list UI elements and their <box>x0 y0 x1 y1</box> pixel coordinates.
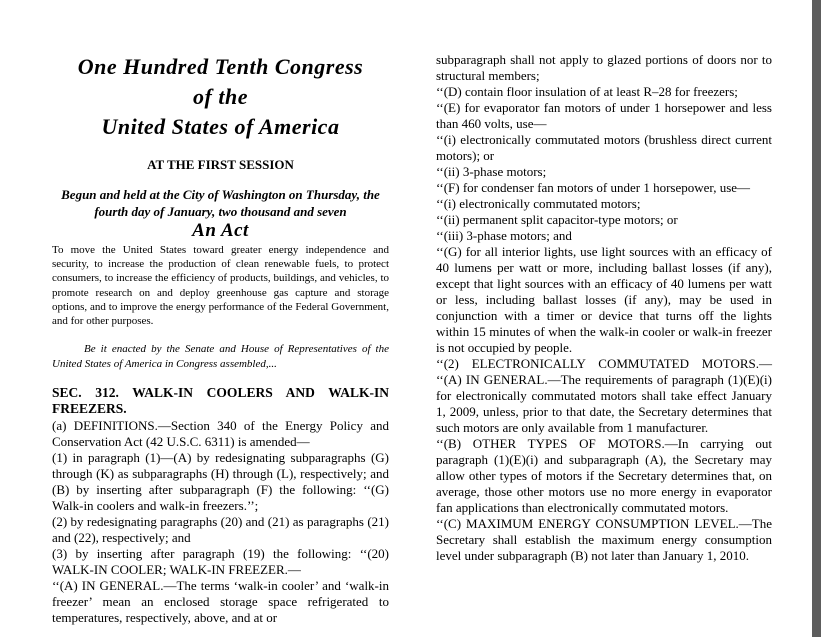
paragraph: ‘‘(ii) permanent split capacitor-type motors; or <box>436 212 678 227</box>
paragraph: ‘‘(ii) 3-phase motors; <box>436 164 547 179</box>
congress-heading-usa: United States of America <box>101 114 340 139</box>
paragraph: (a) DEFINITIONS.—Section 340 of the Energy Policy and Conservation Act (42 U.S.C. 6311) is amended— <box>52 418 389 449</box>
paragraph: ‘‘(E) for evaporator fan motors of under 1 horsepower and less than 460 volts, use— <box>436 100 772 131</box>
paragraph: (1) in paragraph (1)—(A) by redesignating subparagraphs (G) through (K) as subparagraphs (H) through (L), respectively; and (B) by inserting after subparagraph (F) the following: ‘‘(G) Walk-in coolers and walk-in freezers.’’; <box>52 450 389 513</box>
paragraph: subparagraph shall not apply to glazed portions of doors nor to structural members; <box>436 52 772 83</box>
section-heading: SEC. 312. WALK-IN COOLERS AND WALK-IN FREEZERS. <box>52 385 389 416</box>
paragraph: ‘‘(D) contain floor insulation of at least R–28 for freezers; <box>436 84 738 99</box>
paragraph: ‘‘(A) IN GENERAL.—The requirements of paragraph (1)(E)(i) for electronically commutated motors shall take effect January 1, 2009, unless, prior to that date, the Secretary determines that such motors are only available from 1 manufacturer. <box>436 372 772 435</box>
paragraph: (2) by redesignating paragraphs (20) and (21) as paragraphs (21) and (22), respectively; and <box>52 514 389 545</box>
paragraph: ‘‘(G) for all interior lights, use light sources with an efficacy of 40 lumens per watt or more, including ballast losses (if any), except that light sources with an efficacy of 40 lumens per watt or less, including ballast losses (if any), may be used in conjunction with a timer or device that turns off the lights within 15 minutes of when the walk-in cooler or walk-in freezer is not occupied by people. <box>436 244 772 355</box>
session-line: AT THE FIRST SESSION <box>147 157 294 172</box>
paragraph: ‘‘(B) OTHER TYPES OF MOTORS.—In carrying out paragraph (1)(E)(i) and subparagraph (A), the Secretary may allow other types of motors if the Secretary determines that, on average, those other motors use no more energy in evaporator fan applications than electronically commutated motors. <box>436 436 772 515</box>
act-purpose: To move the United States toward greater energy independence and security, to increase the production of clean renewable fuels, to protect consumers, to increase the efficiency of products, buildings, and vehicles, to promote research on and deploy greenhouse gas capture and storage options, and to improve the energy performance of the Federal Government, and for other purposes. <box>52 244 389 328</box>
viewer-background <box>812 0 821 637</box>
left-body-text <box>52 418 389 626</box>
paragraph: ‘‘(2) ELECTRONICALLY COMMUTATED MOTORS.— <box>436 356 772 371</box>
an-act-title: An Act <box>192 220 249 241</box>
paragraph: ‘‘(iii) 3-phase motors; and <box>436 228 572 243</box>
paragraph: (3) by inserting after paragraph (19) the following: ‘‘(20) WALK-IN COOLER; WALK-IN FREEZER.— <box>52 546 389 577</box>
paragraph: ‘‘(i) electronically commutated motors; <box>436 196 641 211</box>
paragraph: ‘‘(i) electronically commutated motors (brushless direct current motors); or <box>436 132 772 163</box>
paragraph: ‘‘(F) for condenser fan motors of under 1 horsepower, use— <box>436 180 751 195</box>
paragraph: ‘‘(C) MAXIMUM ENERGY CONSUMPTION LEVEL.—The Secretary shall establish the maximum energy consumption level under subparagraph (B) not later than January 1, 2010. <box>436 516 772 563</box>
right-body-text <box>436 52 772 564</box>
enacting-clause: Be it enacted by the Senate and House of Representatives of the United States of America in Congress assembled,... <box>52 343 389 370</box>
begun-held-line: Begun and held at the City of Washington on Thursday, the fourth day of January, two thousand and seven <box>61 187 380 219</box>
paragraph: ‘‘(A) IN GENERAL.—The terms ‘walk-in cooler’ and ‘walk-in freezer’ mean an enclosed storage space refrigerated to temperatures, respectively, above, and at or <box>52 578 389 625</box>
congress-heading: One Hundred Tenth Congress <box>77 54 364 79</box>
congress-heading-of-the: of the <box>193 84 248 109</box>
